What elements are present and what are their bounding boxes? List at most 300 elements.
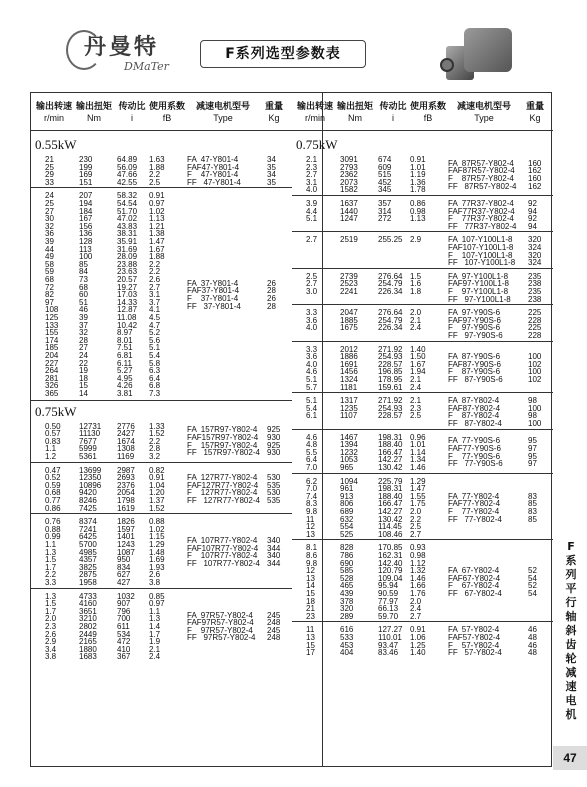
cell: 4160 <box>79 599 97 609</box>
model-type: FF 67-Y802-4 <box>448 589 502 598</box>
model-weight: 85 <box>528 514 537 524</box>
cell: 4.5 <box>149 313 161 322</box>
cell: 156 <box>79 221 93 231</box>
model-weight: 83 <box>528 507 537 516</box>
cell: 5.1 <box>306 396 318 406</box>
cell: 289 <box>340 611 354 621</box>
cell: 345 <box>378 185 392 195</box>
model-weight: 248 <box>267 618 281 628</box>
cell: 0.59 <box>45 480 61 490</box>
cell: 796 <box>117 606 131 616</box>
cell: 1308 <box>117 444 135 454</box>
table-header <box>31 93 292 131</box>
model-type: FF 107-Y100L1-8 <box>448 258 516 268</box>
cell: 14.33 <box>117 297 138 307</box>
cell: 198.31 <box>378 484 403 494</box>
cell: 58.32 <box>117 191 138 201</box>
cell: 136 <box>79 229 93 239</box>
cell: 1.04 <box>149 480 165 490</box>
group-separator <box>292 429 553 430</box>
group-separator <box>31 187 292 188</box>
cell: 1683 <box>79 652 97 662</box>
cell: 3.8 <box>149 578 161 587</box>
model-weight: 100 <box>528 352 542 362</box>
cell: 4985 <box>79 547 97 557</box>
header-speed: 输出转速 <box>35 101 72 111</box>
cell: 0.91 <box>410 155 426 164</box>
model-type: FAF47-Y801-4 <box>187 162 240 172</box>
cell: 3.8 <box>45 652 57 662</box>
cell: 15 <box>306 589 315 598</box>
model-weight: 95 <box>528 436 537 446</box>
cell: 554 <box>340 522 354 532</box>
cell: 166.47 <box>378 499 403 509</box>
cell: 142.40 <box>378 558 403 568</box>
cell: 1691 <box>340 359 358 369</box>
cell: 18 <box>79 373 88 383</box>
model-weight: 26 <box>267 278 276 288</box>
cell: 32 <box>79 328 88 338</box>
cell: 226.34 <box>378 323 403 333</box>
cell: 1.9 <box>149 637 161 647</box>
model-row <box>292 459 553 468</box>
cell: 1.50 <box>410 352 426 362</box>
cell: 2.2 <box>149 259 161 269</box>
cell: 3.81 <box>117 389 133 398</box>
cell: 609 <box>378 162 392 172</box>
model-type: FAF77-Y802-4 <box>448 499 501 509</box>
cell: 15 <box>79 381 88 391</box>
model-weight: 228 <box>528 331 542 340</box>
model-row <box>292 222 553 231</box>
model-type: FA 77R37-Y802-4 <box>448 199 514 208</box>
cell: 452 <box>378 177 392 187</box>
cell: 2.1 <box>306 155 318 164</box>
cell: 6.4 <box>306 455 318 465</box>
cell: 254.93 <box>378 352 403 362</box>
model-weight: 98 <box>528 411 537 421</box>
cell: 10.42 <box>117 320 138 330</box>
cell: 4.0 <box>306 323 318 333</box>
model-weight: 160 <box>528 158 542 168</box>
cell: 1053 <box>340 455 358 465</box>
cell: 184 <box>79 206 93 216</box>
model-type: F 47-Y801-4 <box>187 170 239 180</box>
cell: 169 <box>79 170 93 180</box>
cell: 2449 <box>79 629 97 639</box>
model-weight: 225 <box>528 323 542 333</box>
cell: 3.6 <box>306 352 318 362</box>
model-type: FA 37-Y801-4 <box>187 278 239 288</box>
cell: 1.01 <box>410 162 426 172</box>
cell: 689 <box>340 507 354 516</box>
cell: 1440 <box>340 206 358 216</box>
model-weight: 235 <box>528 271 542 281</box>
cell: 1.19 <box>410 170 426 180</box>
cell: 1880 <box>79 644 97 654</box>
model-type: F 87-Y90S-6 <box>448 367 501 377</box>
model-weight: 100 <box>528 403 542 413</box>
model-weight: 535 <box>267 496 281 505</box>
model-row <box>31 559 292 568</box>
cell: 33 <box>45 177 54 187</box>
model-type: FA 87-Y802-4 <box>448 396 500 406</box>
cell: 204 <box>45 351 59 360</box>
cell: 21 <box>45 155 54 164</box>
cell: 185 <box>45 343 59 353</box>
cell: 2241 <box>340 287 358 296</box>
cell: 2054 <box>117 488 135 498</box>
cell: 7.0 <box>306 484 318 494</box>
model-type: F 77-Y90S-6 <box>448 451 501 461</box>
cell: 1.93 <box>149 562 165 572</box>
cell: 125 <box>45 313 59 322</box>
cell: 188.40 <box>378 440 403 450</box>
model-weight: 28 <box>267 286 276 296</box>
group-separator <box>31 588 292 589</box>
model-type: FA 157R97-Y802-4 <box>187 425 258 435</box>
cell: 5.7 <box>306 382 318 392</box>
cell: 1.94 <box>410 367 426 377</box>
cell: 1.13 <box>149 214 165 224</box>
model-weight: 54 <box>528 573 537 583</box>
cell: 2.4 <box>149 652 161 662</box>
cell: 14 <box>79 389 88 398</box>
cell: 23 <box>306 611 315 621</box>
cell: 2.2 <box>149 436 161 446</box>
cell: 2.7 <box>410 611 422 621</box>
model-type: FAF37-Y801-4 <box>187 286 240 296</box>
cell: 1.3 <box>45 591 57 601</box>
cell: 54.54 <box>117 199 138 208</box>
cell: 616 <box>340 625 354 635</box>
model-type: FA 57-Y802-4 <box>448 625 500 635</box>
group-separator <box>292 539 553 540</box>
cell: 227 <box>45 358 59 368</box>
cell: 700 <box>117 614 131 624</box>
cell: 8.6 <box>306 551 318 560</box>
model-type: F 37-Y801-4 <box>187 294 239 303</box>
model-type: FF 97-Y90S-6 <box>448 331 503 340</box>
cell: 4.6 <box>306 432 318 442</box>
cell: 19 <box>79 366 88 376</box>
cell: 13 <box>306 573 315 583</box>
cell: 85 <box>79 259 88 269</box>
cell: 365 <box>45 389 59 398</box>
cell: 1.5 <box>410 271 422 281</box>
cell: 1637 <box>340 199 358 208</box>
model-weight: 102 <box>528 375 542 384</box>
cell: 51.70 <box>117 206 138 216</box>
header-sf-unit: fB <box>162 113 172 123</box>
cell: 128 <box>79 237 93 246</box>
cell: 1.20 <box>149 488 165 498</box>
model-type: FAF77-Y90S-6 <box>448 444 501 453</box>
cell: 1.33 <box>149 421 165 431</box>
model-type: FF 57-Y802-4 <box>448 648 502 658</box>
group-separator <box>292 392 553 393</box>
cell: 1.02 <box>149 524 165 534</box>
model-row <box>31 178 292 187</box>
cell: 1597 <box>117 524 135 534</box>
cell: 4733 <box>79 591 97 601</box>
cell: 3.1 <box>306 177 318 187</box>
model-weight: 35 <box>267 162 276 172</box>
cell: 4.0 <box>306 359 318 369</box>
cell: 2.1 <box>410 315 422 325</box>
cell: 0.99 <box>45 532 61 542</box>
power-label: 0.75kW <box>35 403 77 419</box>
cell: 5.8 <box>149 358 161 368</box>
cell: 59 <box>45 267 54 277</box>
model-weight: 102 <box>528 359 542 369</box>
cell: 6.1 <box>306 411 318 421</box>
cell: 1.48 <box>149 547 165 557</box>
cell: 9.8 <box>306 558 318 568</box>
cell: 2.5 <box>306 271 318 281</box>
cell: 828 <box>340 543 354 553</box>
cell: 2.0 <box>410 596 422 606</box>
group-separator <box>292 621 553 622</box>
cell: 1.1 <box>149 606 161 616</box>
cell: 166.47 <box>378 447 403 457</box>
cell: 1.67 <box>149 244 165 254</box>
cell: 108.46 <box>378 529 403 539</box>
cell: 9420 <box>79 488 97 498</box>
model-weight: 235 <box>528 287 542 296</box>
cell: 2.1 <box>410 396 422 406</box>
cell: 13 <box>306 529 315 539</box>
cell: 14 <box>306 581 315 591</box>
gearbox-image <box>440 18 520 90</box>
cell: 525 <box>340 529 354 539</box>
model-weight: 97 <box>528 459 537 469</box>
cell: 2.4 <box>410 604 422 614</box>
cell: 39 <box>79 313 88 322</box>
cell: 0.98 <box>410 206 426 216</box>
cell: 439 <box>340 589 354 598</box>
group-separator <box>31 462 292 463</box>
cell: 199 <box>79 162 93 172</box>
header-ratio-unit: i <box>131 113 133 123</box>
cell: 7.51 <box>117 343 133 353</box>
header-type: 减速电机型号 <box>195 101 250 111</box>
header-ratio: 传动比 <box>379 101 407 111</box>
cell: 228.57 <box>378 359 403 369</box>
cell: 5.27 <box>117 366 133 376</box>
cell: 109.04 <box>378 573 403 583</box>
cell: 12.87 <box>117 305 138 315</box>
header-type-unit: Type <box>213 113 233 123</box>
cell: 1.32 <box>410 566 426 576</box>
cell: 2.6 <box>149 275 161 284</box>
cell: 950 <box>117 555 131 565</box>
left-column <box>31 93 292 766</box>
model-weight: 228 <box>528 315 542 325</box>
cell: 1886 <box>340 352 358 362</box>
cell: 2.2 <box>149 267 161 277</box>
cell: 1826 <box>117 517 135 527</box>
cell: 2362 <box>340 170 358 180</box>
group-separator <box>292 268 553 269</box>
cell: 7.4 <box>306 491 318 501</box>
cell: 0.47 <box>45 465 61 475</box>
header-speed-unit: r/min <box>305 113 325 123</box>
cell: 453 <box>340 640 354 650</box>
cell: 2073 <box>340 177 358 187</box>
cell: 13 <box>306 633 315 642</box>
cell: 1.38 <box>149 229 165 239</box>
header-torque: 输出扭矩 <box>336 101 373 111</box>
model-weight: 92 <box>528 214 537 224</box>
cell: 188.40 <box>378 491 403 501</box>
cell: 228.57 <box>378 411 403 421</box>
cell: 632 <box>340 514 354 524</box>
cell: 2.5 <box>410 411 422 421</box>
cell: 2.1 <box>410 375 422 384</box>
model-weight: 930 <box>267 448 281 458</box>
cell: 120.79 <box>378 566 403 576</box>
cell: 1232 <box>340 447 358 457</box>
cell: 142.27 <box>378 507 403 516</box>
cell: 2.2 <box>410 514 422 524</box>
power-label: 0.75kW <box>296 137 338 152</box>
cell: 3.0 <box>306 287 318 296</box>
model-weight: 344 <box>267 559 281 568</box>
page-number: 47 <box>553 746 587 770</box>
cell: 174 <box>45 335 59 345</box>
model-row <box>31 448 292 457</box>
cell: 3825 <box>79 562 97 572</box>
cell: 271.92 <box>378 344 403 354</box>
cell: 515 <box>378 170 392 180</box>
model-row <box>292 331 553 340</box>
model-weight: 925 <box>267 425 281 435</box>
cell: 2802 <box>79 622 97 631</box>
model-type: FA 67-Y802-4 <box>448 566 500 576</box>
cell: 1235 <box>340 403 358 413</box>
cell: 58 <box>45 259 54 269</box>
model-type: F 77-Y802-4 <box>448 507 500 516</box>
model-weight: 320 <box>528 235 542 245</box>
model-type: FAF97-Y90S-6 <box>448 315 501 325</box>
cell: 2.0 <box>410 308 422 318</box>
cell: 1.55 <box>410 491 426 501</box>
cell: 8.3 <box>306 499 318 509</box>
cell: 533 <box>340 633 354 642</box>
model-weight: 46 <box>528 640 537 650</box>
cell: 6.11 <box>117 358 132 368</box>
cell: 0.57 <box>45 429 61 439</box>
model-row <box>292 295 553 304</box>
cell: 0.52 <box>45 473 61 483</box>
cell: 1.88 <box>149 252 165 262</box>
cell: 24 <box>45 191 54 201</box>
cell: 133 <box>45 320 59 330</box>
cell: 8374 <box>79 517 97 527</box>
cell: 1169 <box>117 452 135 461</box>
cell: 1.46 <box>410 463 426 472</box>
cell: 90.59 <box>378 589 399 598</box>
cell: 1.3 <box>45 547 57 557</box>
model-type: FA 87R57-Y802-4 <box>448 158 514 168</box>
cell: 31.69 <box>117 244 138 254</box>
cell: 8.97 <box>117 328 133 338</box>
cell: 2.4 <box>410 323 422 333</box>
cell: 84 <box>79 267 88 277</box>
model-weight: 248 <box>267 633 281 643</box>
group-separator <box>292 341 553 342</box>
cell: 0.83 <box>45 436 61 446</box>
cell: 1317 <box>340 396 358 406</box>
cell: 59.70 <box>378 611 399 621</box>
cell: 1.7 <box>45 606 57 616</box>
model-weight: 162 <box>528 181 542 191</box>
model-type: FF 37-Y801-4 <box>187 301 241 311</box>
cell: 1.15 <box>149 532 165 542</box>
cell: 1.7 <box>45 562 57 572</box>
model-weight: 83 <box>528 491 537 501</box>
model-type: F 107-Y100L1-8 <box>448 250 513 260</box>
side-caption-text: F 系 列 平 行 轴 斜 齿 轮 减 速 电 机 <box>565 540 577 721</box>
group-separator <box>292 473 553 474</box>
cell: 1.52 <box>149 503 165 513</box>
cell: 230 <box>79 155 93 164</box>
cell: 907 <box>117 599 131 609</box>
brand-name-cn: 丹曼特 <box>84 35 160 60</box>
model-weight: 34 <box>267 155 276 164</box>
model-type: FAF127R77-Y802-4 <box>187 480 259 490</box>
cell: 5.4 <box>149 351 161 360</box>
header-ratio: 传动比 <box>118 101 146 111</box>
cell: 3.1 <box>149 290 161 300</box>
cell: 8.1 <box>306 543 318 553</box>
cell: 2.2 <box>45 570 57 580</box>
header-type: 减速电机型号 <box>456 101 511 111</box>
cell: 690 <box>340 558 354 568</box>
cell: 11.08 <box>117 313 137 322</box>
model-type: FF 87R57-Y802-4 <box>448 181 517 191</box>
cell: 2.6 <box>149 570 161 580</box>
cell: 1247 <box>340 214 358 224</box>
header-ratio-unit: i <box>392 113 394 123</box>
cell: 1.14 <box>410 447 426 457</box>
cell: 2376 <box>117 480 135 490</box>
cell: 3.9 <box>306 199 318 208</box>
table-row <box>31 389 191 398</box>
cell: 1032 <box>117 591 135 601</box>
brand-name-en: DMaTer <box>124 60 169 73</box>
cell: 2.9 <box>410 235 422 245</box>
cell: 5361 <box>79 452 97 461</box>
cell: 0.76 <box>45 517 61 527</box>
model-type: FAF87-Y802-4 <box>448 403 501 413</box>
cell: 3651 <box>79 606 97 616</box>
model-type: FA 47-Y801-4 <box>187 155 239 164</box>
cell: 314 <box>378 206 392 216</box>
cell: 23.63 <box>117 267 138 277</box>
header-speed: 输出转速 <box>296 101 333 111</box>
cell: 2523 <box>340 279 358 289</box>
cell: 674 <box>378 155 392 164</box>
cell: 15 <box>306 640 315 650</box>
model-type: FA 107R77-Y802-4 <box>187 536 258 546</box>
cell: 93.47 <box>378 640 399 650</box>
cell: 1456 <box>340 367 358 377</box>
cell: 254.93 <box>378 403 403 413</box>
cell: 913 <box>340 491 354 501</box>
cell: 5700 <box>79 540 97 549</box>
